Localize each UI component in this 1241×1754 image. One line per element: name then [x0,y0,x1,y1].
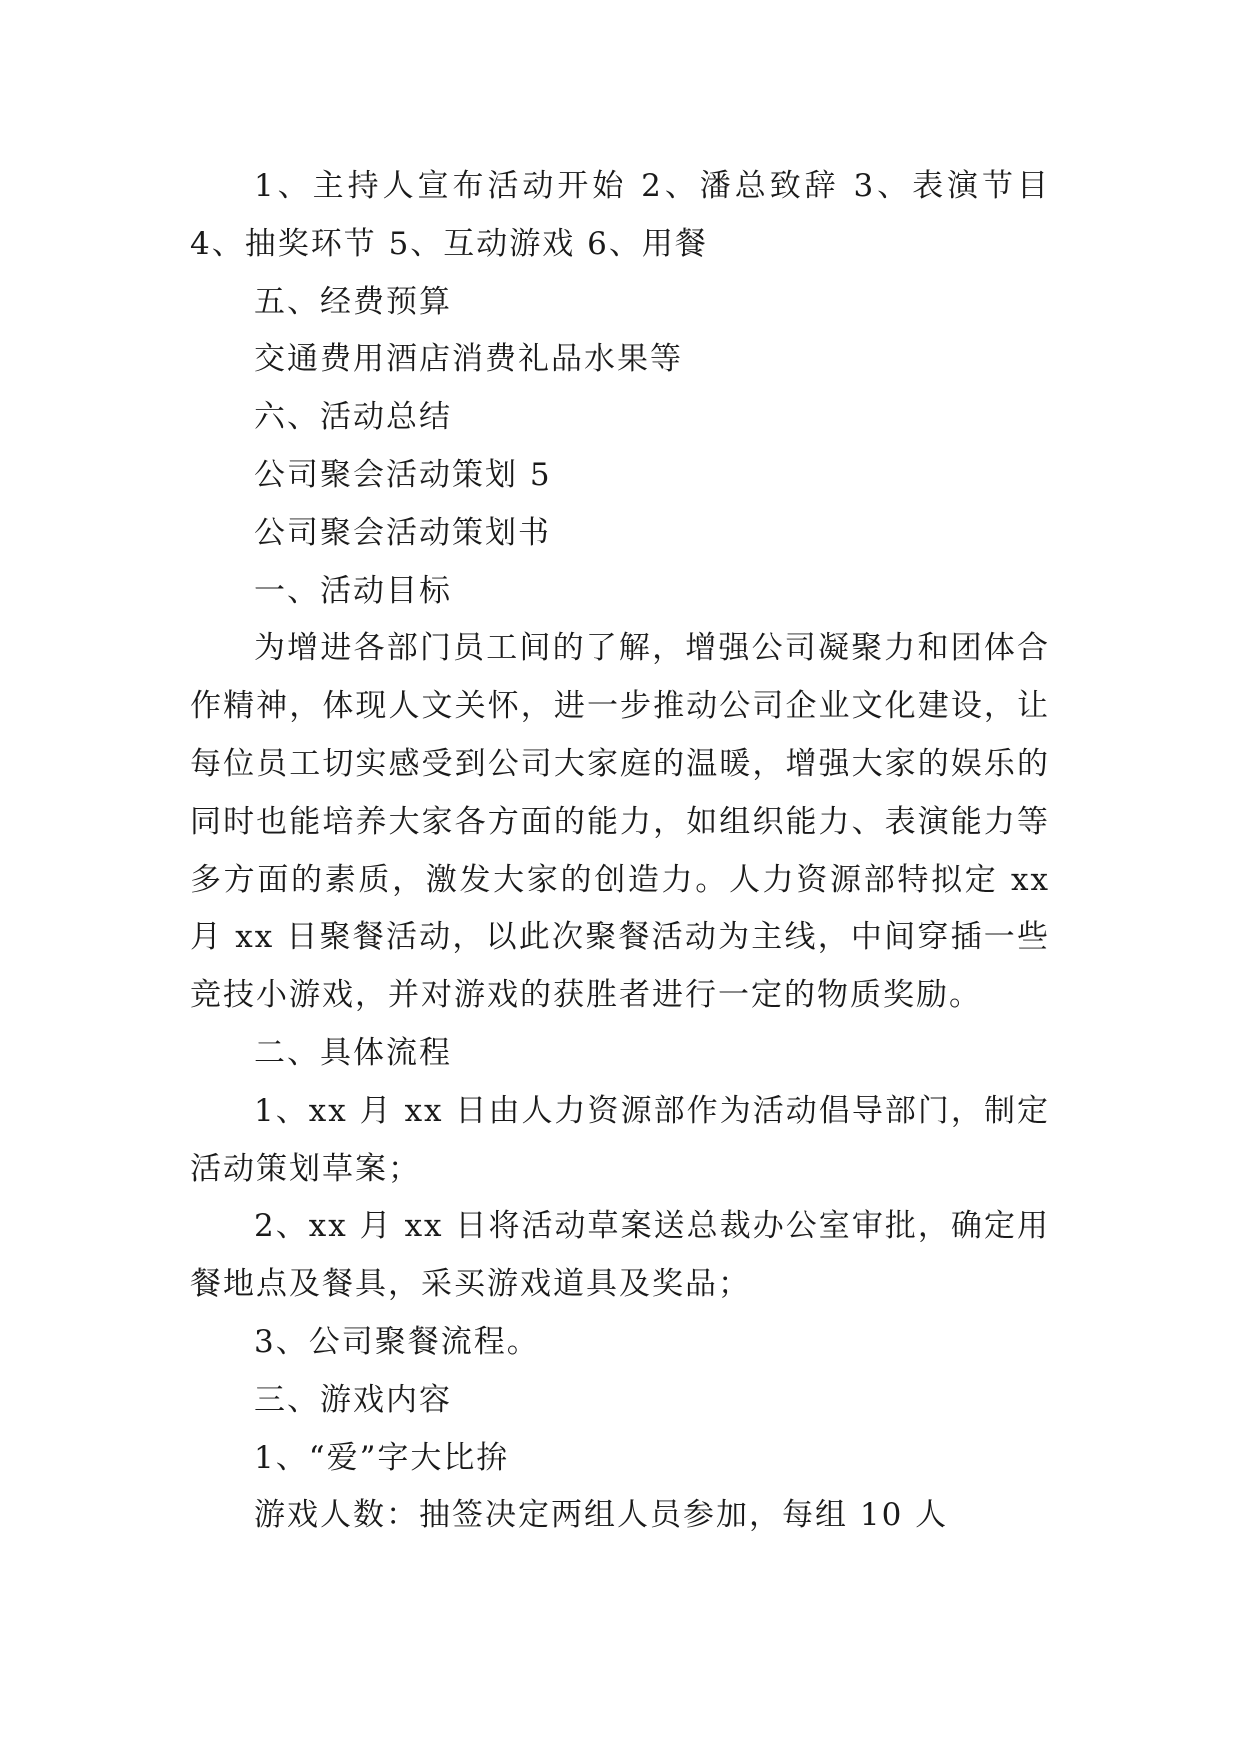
process-step-3: 3、公司聚餐流程。 [254,1323,540,1360]
paragraph-program-order: 1、主持人宣布活动开始 2、潘总致辞 3、表演节目 4、抽奖环节 5、互动游戏 6、用餐 [190,168,1050,262]
heading-goal: 一、活动目标 [254,572,452,609]
section-title: 公司聚会活动策划 5 [254,456,552,493]
process-step-2: 2、xx 月 xx 日将活动草案送总裁办公室审批，确定用餐地点及餐具，采买游戏道具及奖品； [190,1208,1050,1303]
paragraph-budget-items: 交通费用酒店消费礼品水果等 [254,341,683,378]
heading-summary: 六、活动总结 [254,399,452,436]
heading-budget: 五、经费预算 [254,283,452,320]
game-players: 游戏人数：抽签决定两组人员参加，每组 10 人 [254,1497,949,1534]
paragraph-goal: 为增进各部门员工间的了解，增强公司凝聚力和团体合作精神，体现人文关怀，进一步推动公司企业文化建设，让每位员工切实感受到公司大家庭的温暖，增强大家的娱乐的同时也能培养大家各方面的能力，如组织能力、表演能力等多方面的素质，激发大家的创造力。人力资源部特拟定 xx 月 xx 日聚餐活动，以此次聚餐活动为主线，中间穿插一些竞技小游戏，并对游戏的获胜者进行一定的物质奖励。 [190,630,1050,1014]
document-subtitle: 公司聚会活动策划书 [254,514,551,551]
document-body [190,158,1050,1545]
process-step-1: 1、xx 月 xx 日由人力资源部作为活动倡导部门，制定活动策划草案； [190,1092,1050,1187]
heading-games: 三、游戏内容 [254,1381,452,1418]
game-title-1: 1、“爱”字大比拚 [254,1439,510,1476]
heading-process: 二、具体流程 [254,1034,452,1071]
